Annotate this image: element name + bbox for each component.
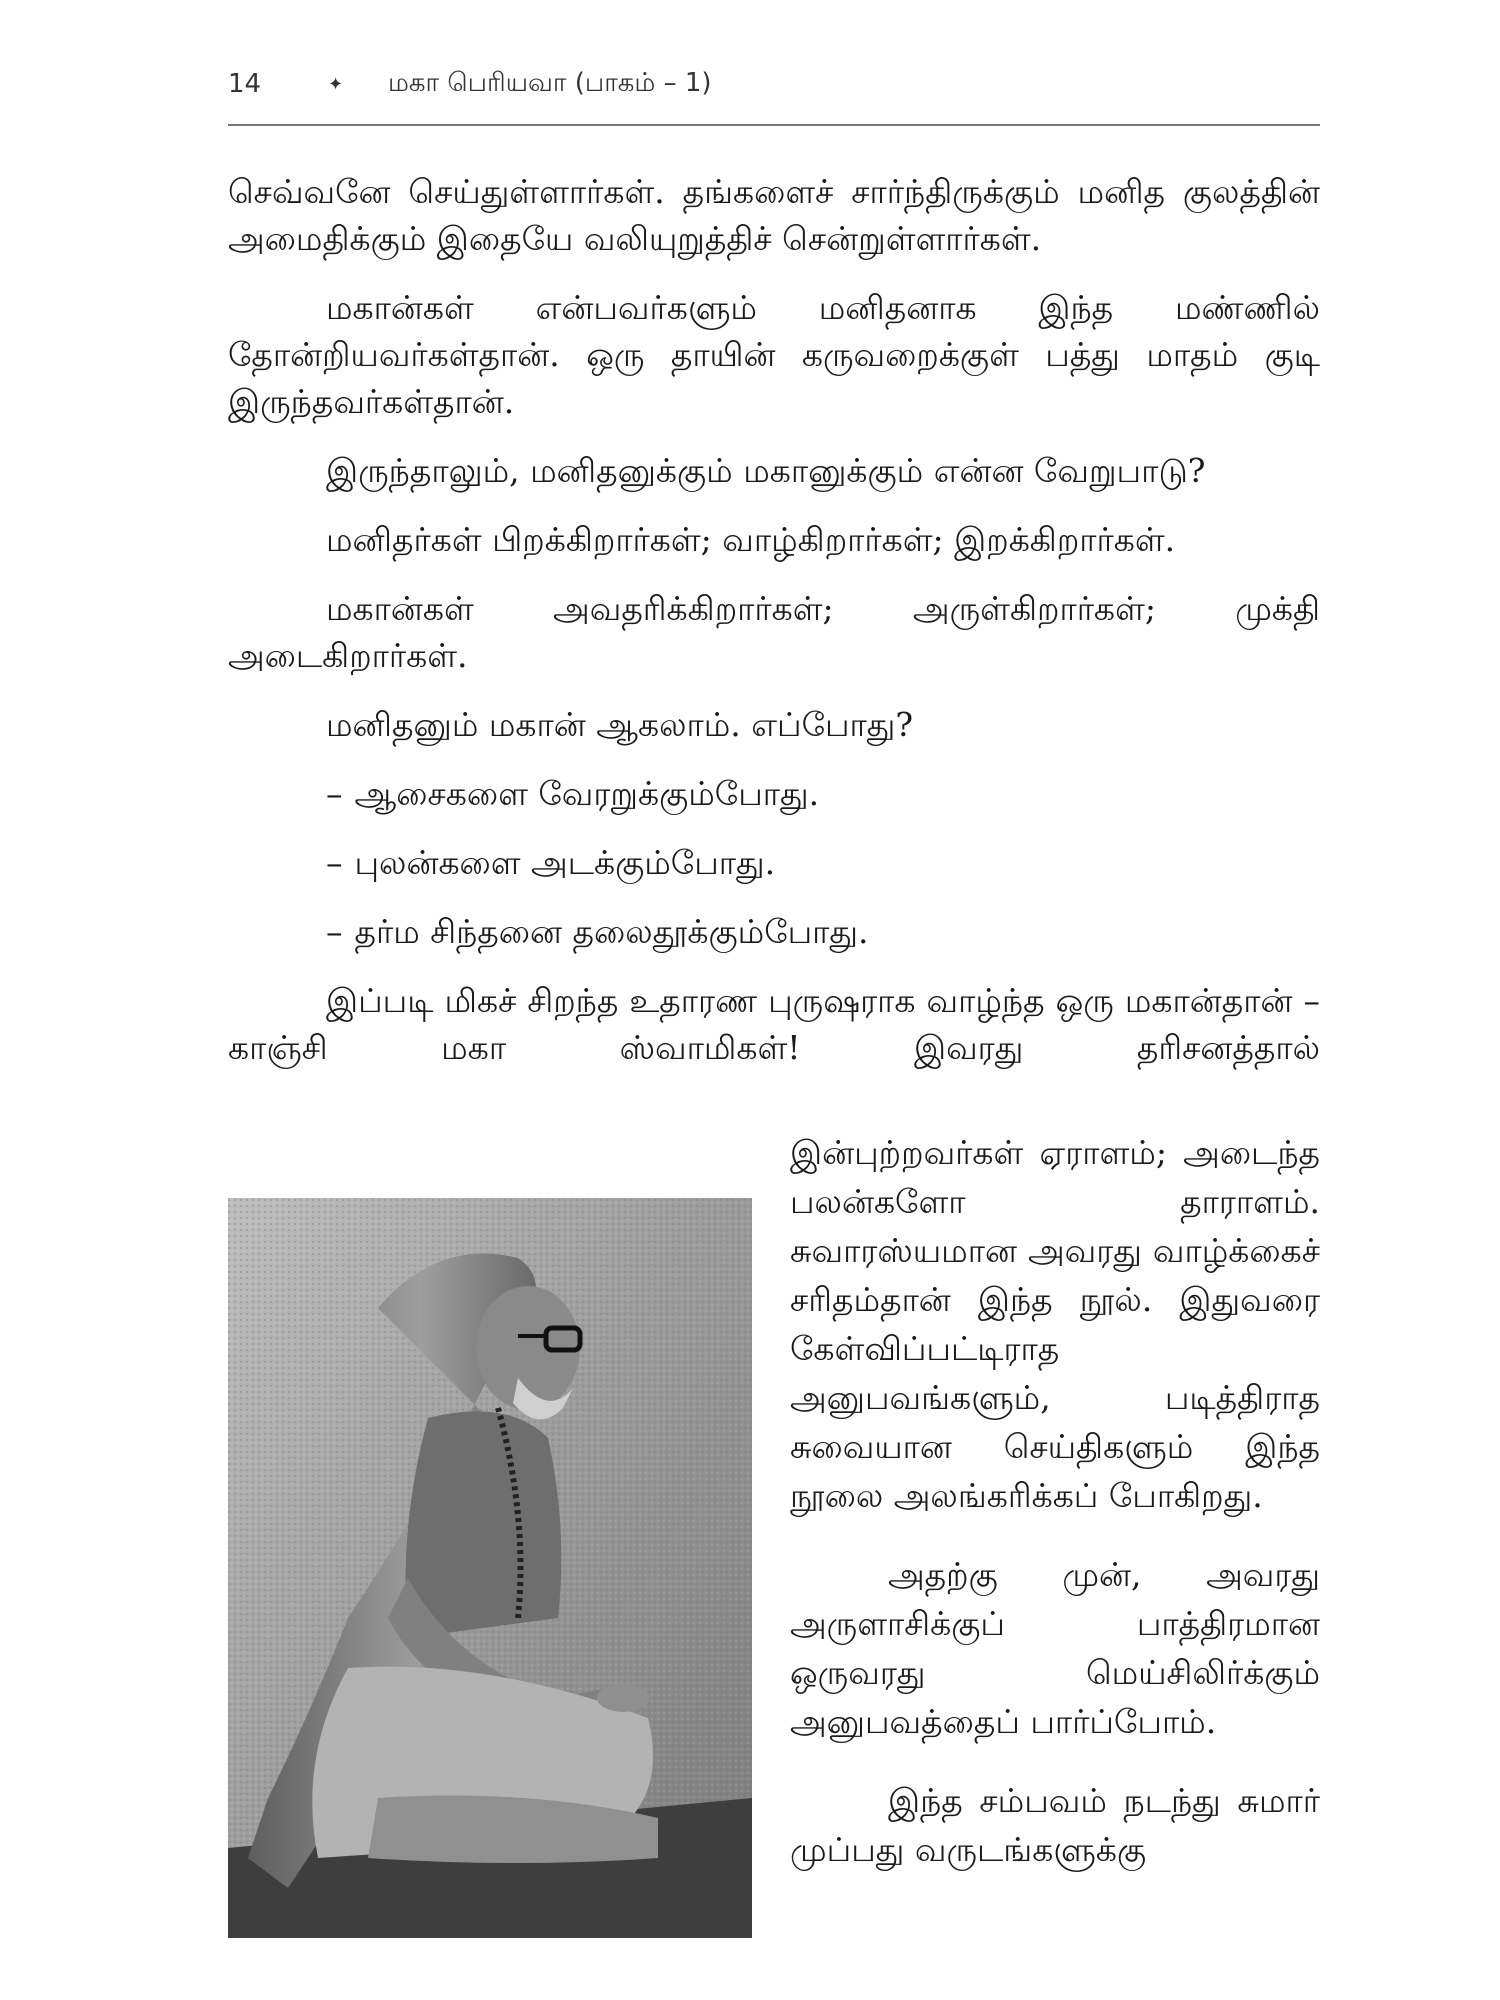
list-item-text: புலன்களை அடக்கும்போது. (354, 843, 776, 882)
paragraph: மகான்கள் அவதரிக்கிறார்கள்; அருள்கிறார்கள்; முக்தி அடைகிறார்கள். (228, 589, 1320, 675)
paragraph: மனிதனும் மகான் ஆகலாம். எப்போது? (326, 705, 914, 744)
paragraph: இருந்தாலும், மனிதனுக்கும் மகானுக்கும் என்ன வேறுபாடு? (326, 451, 1206, 490)
main-text (228, 168, 1320, 1093)
side-column-text (790, 1128, 1320, 1904)
dash-marker: – (326, 774, 343, 813)
paragraph: அதற்கு முன், அவரது அருளாசிக்குப் பாத்திரமான ஒருவரது மெய்சிலிர்க்கும் அனுபவத்தைப் பார்ப்போம். (790, 1555, 1320, 1741)
book-title: மகா பெரியவா (பாகம் – 1) (388, 67, 712, 98)
list-item (228, 770, 1320, 817)
dash-marker: – (326, 843, 343, 882)
running-header (228, 62, 1320, 106)
page-number: 14 (228, 69, 262, 99)
paragraph: இன்புற்றவர்கள் ஏராளம்; அடைந்த பலன்களோ தாராளம். சுவாரஸ்யமான அவரது வாழ்க்கைச் சரிதம்தான் இந்த நூல். இதுவரை கேள்விப்பட்டிராத அனுபவங்களும், படித்திராத சுவையான செய்திகளும் இந்த நூலை அலங்கரிக்கப் போகிறது. (790, 1133, 1320, 1515)
list-item-text: ஆசைகளை வேரறுக்கும்போது. (354, 774, 820, 813)
star-ornament-icon: ✦ (328, 73, 344, 95)
paragraph: செவ்வனே செய்துள்ளார்கள். தங்களைச் சார்ந்திருக்கும் மனித குலத்தின் அமைதிக்கும் இதையே வலியுறுத்திச் சென்றுள்ளார்கள். (228, 172, 1320, 258)
list-item (228, 839, 1320, 886)
paragraph: மனிதர்கள் பிறக்கிறார்கள்; வாழ்கிறார்கள்; இறக்கிறார்கள். (326, 520, 1176, 559)
header-divider (228, 124, 1320, 126)
list-item-text: தர்ம சிந்தனை தலைதூக்கும்போது. (354, 912, 869, 951)
sage-photo-icon (228, 1198, 752, 1938)
dash-marker: – (326, 912, 343, 951)
portrait-photo (228, 1198, 752, 1938)
paragraph: இந்த சம்பவம் நடந்து சுமார் முப்பது வருடங்களுக்கு (790, 1781, 1320, 1869)
paragraph: மகான்கள் என்பவர்களும் மனிதனாக இந்த மண்ணில் தோன்றியவர்கள்தான். ஒரு தாயின் கருவறைக்குள் பத்து மாதம் குடி இருந்தவர்கள்தான். (228, 288, 1320, 421)
list-item (228, 908, 1320, 955)
paragraph: இப்படி மிகச் சிறந்த உதாரண புருஷராக வாழ்ந்த ஒரு மகான்தான் – காஞ்சி மகா ஸ்வாமிகள்! இவரது தரிசனத்தால் (228, 981, 1320, 1067)
